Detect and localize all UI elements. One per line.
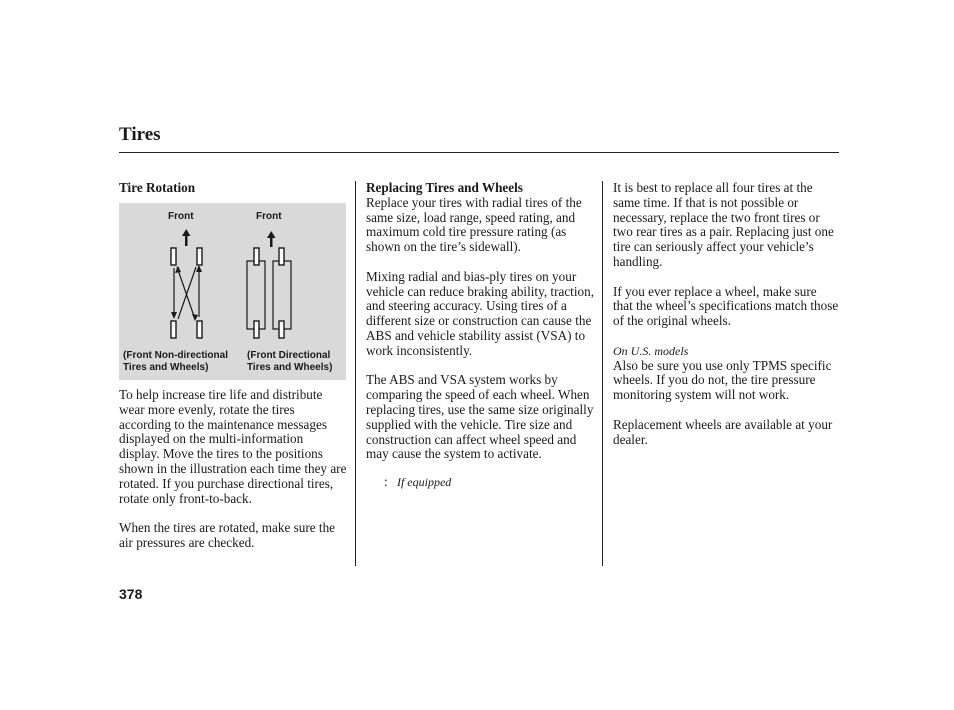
front-label-left: Front bbox=[168, 211, 194, 222]
page-title: Tires bbox=[119, 124, 161, 145]
tire-front-left bbox=[171, 248, 176, 265]
title-rule bbox=[119, 152, 839, 153]
rotation-paragraph-2: When the tires are rotated, make sure the air pressures are checked. bbox=[119, 520, 336, 550]
rotation-paragraph-1: To help increase tire life and distribute wear more evenly, rotate the tires according to the maintenance messages displayed on the multi-information display. Move the tires to the positions shown in the illustration each time they are rotated. If you purchase directional tires, rotate only front-to-back. bbox=[119, 387, 347, 506]
column-2 bbox=[366, 181, 594, 490]
tire-front-right-dir bbox=[279, 248, 284, 265]
column-1-body bbox=[119, 388, 347, 566]
column-divider-1 bbox=[355, 181, 356, 566]
caption-left-line-1: (Front Non-directional bbox=[123, 350, 228, 361]
tire-rotation-figure bbox=[119, 203, 346, 380]
column-divider-2 bbox=[602, 181, 603, 566]
replacing-paragraph-3: The ABS and VSA system works by comparing the speed of each wheel. When replacing tires, use the same size originally supplied with the vehicle. Tire size and construction can affect wheel speed and may cause the system to activate. bbox=[366, 372, 594, 462]
caption-right-line-1: (Front Directional bbox=[247, 350, 331, 361]
replacing-paragraph-2: Mixing radial and bias-ply tires on your vehicle can reduce braking ability, traction, and steering accuracy. Using tires of a different size or construction can cause the ABS and vehicle stability assist (VSA) to work inconsistently. bbox=[366, 268, 594, 358]
section-heading-tire-rotation: Tire Rotation bbox=[119, 180, 196, 195]
footnote bbox=[366, 475, 594, 490]
tire-rear-right bbox=[197, 321, 202, 338]
front-label-right: Front bbox=[256, 211, 282, 222]
wheels-paragraph-4: Replacement wheels are available at your dealer. bbox=[613, 416, 833, 447]
tire-front-left-dir bbox=[254, 248, 259, 265]
us-models-label: On U.S. models bbox=[613, 343, 689, 358]
wheels-paragraph-2: If you ever replace a wheel, make sure that the wheel’s specifications match those of the original wheels. bbox=[613, 283, 839, 329]
column-1 bbox=[119, 181, 347, 196]
tire-rear-right-dir bbox=[279, 321, 284, 338]
tire-front-right bbox=[197, 248, 202, 265]
footnote-mark: : bbox=[384, 473, 388, 489]
footnote-text: If equipped bbox=[396, 474, 452, 489]
column-3 bbox=[613, 181, 839, 462]
wheels-paragraph-1: It is best to replace all four tires at the same time. If that is not possible or necessary, replace the two front tires or two rear tires as a pair. Replacing just one tire can seriously affect your vehicle’s handling. bbox=[613, 180, 834, 269]
tire-rear-left bbox=[171, 321, 176, 338]
page-number: 378 bbox=[119, 586, 143, 602]
replacing-paragraph-1: Replace your tires with radial tires of the same size, load range, speed rating, and maximum cold tire pressure rating (as shown on the tire’s sidewall). bbox=[366, 194, 582, 255]
wheels-paragraph-3: Also be sure you use only TPMS specific wheels. If you do not, the tire pressure monitoring system will not work. bbox=[613, 357, 832, 403]
caption-right bbox=[247, 350, 332, 374]
caption-right-line-2: Tires and Wheels) bbox=[247, 362, 333, 373]
section-heading-replacing: Replacing Tires and Wheels bbox=[366, 180, 523, 195]
caption-left bbox=[123, 350, 228, 374]
caption-left-line-2: Tires and Wheels) bbox=[123, 362, 209, 373]
tire-rear-left-dir bbox=[254, 321, 259, 338]
